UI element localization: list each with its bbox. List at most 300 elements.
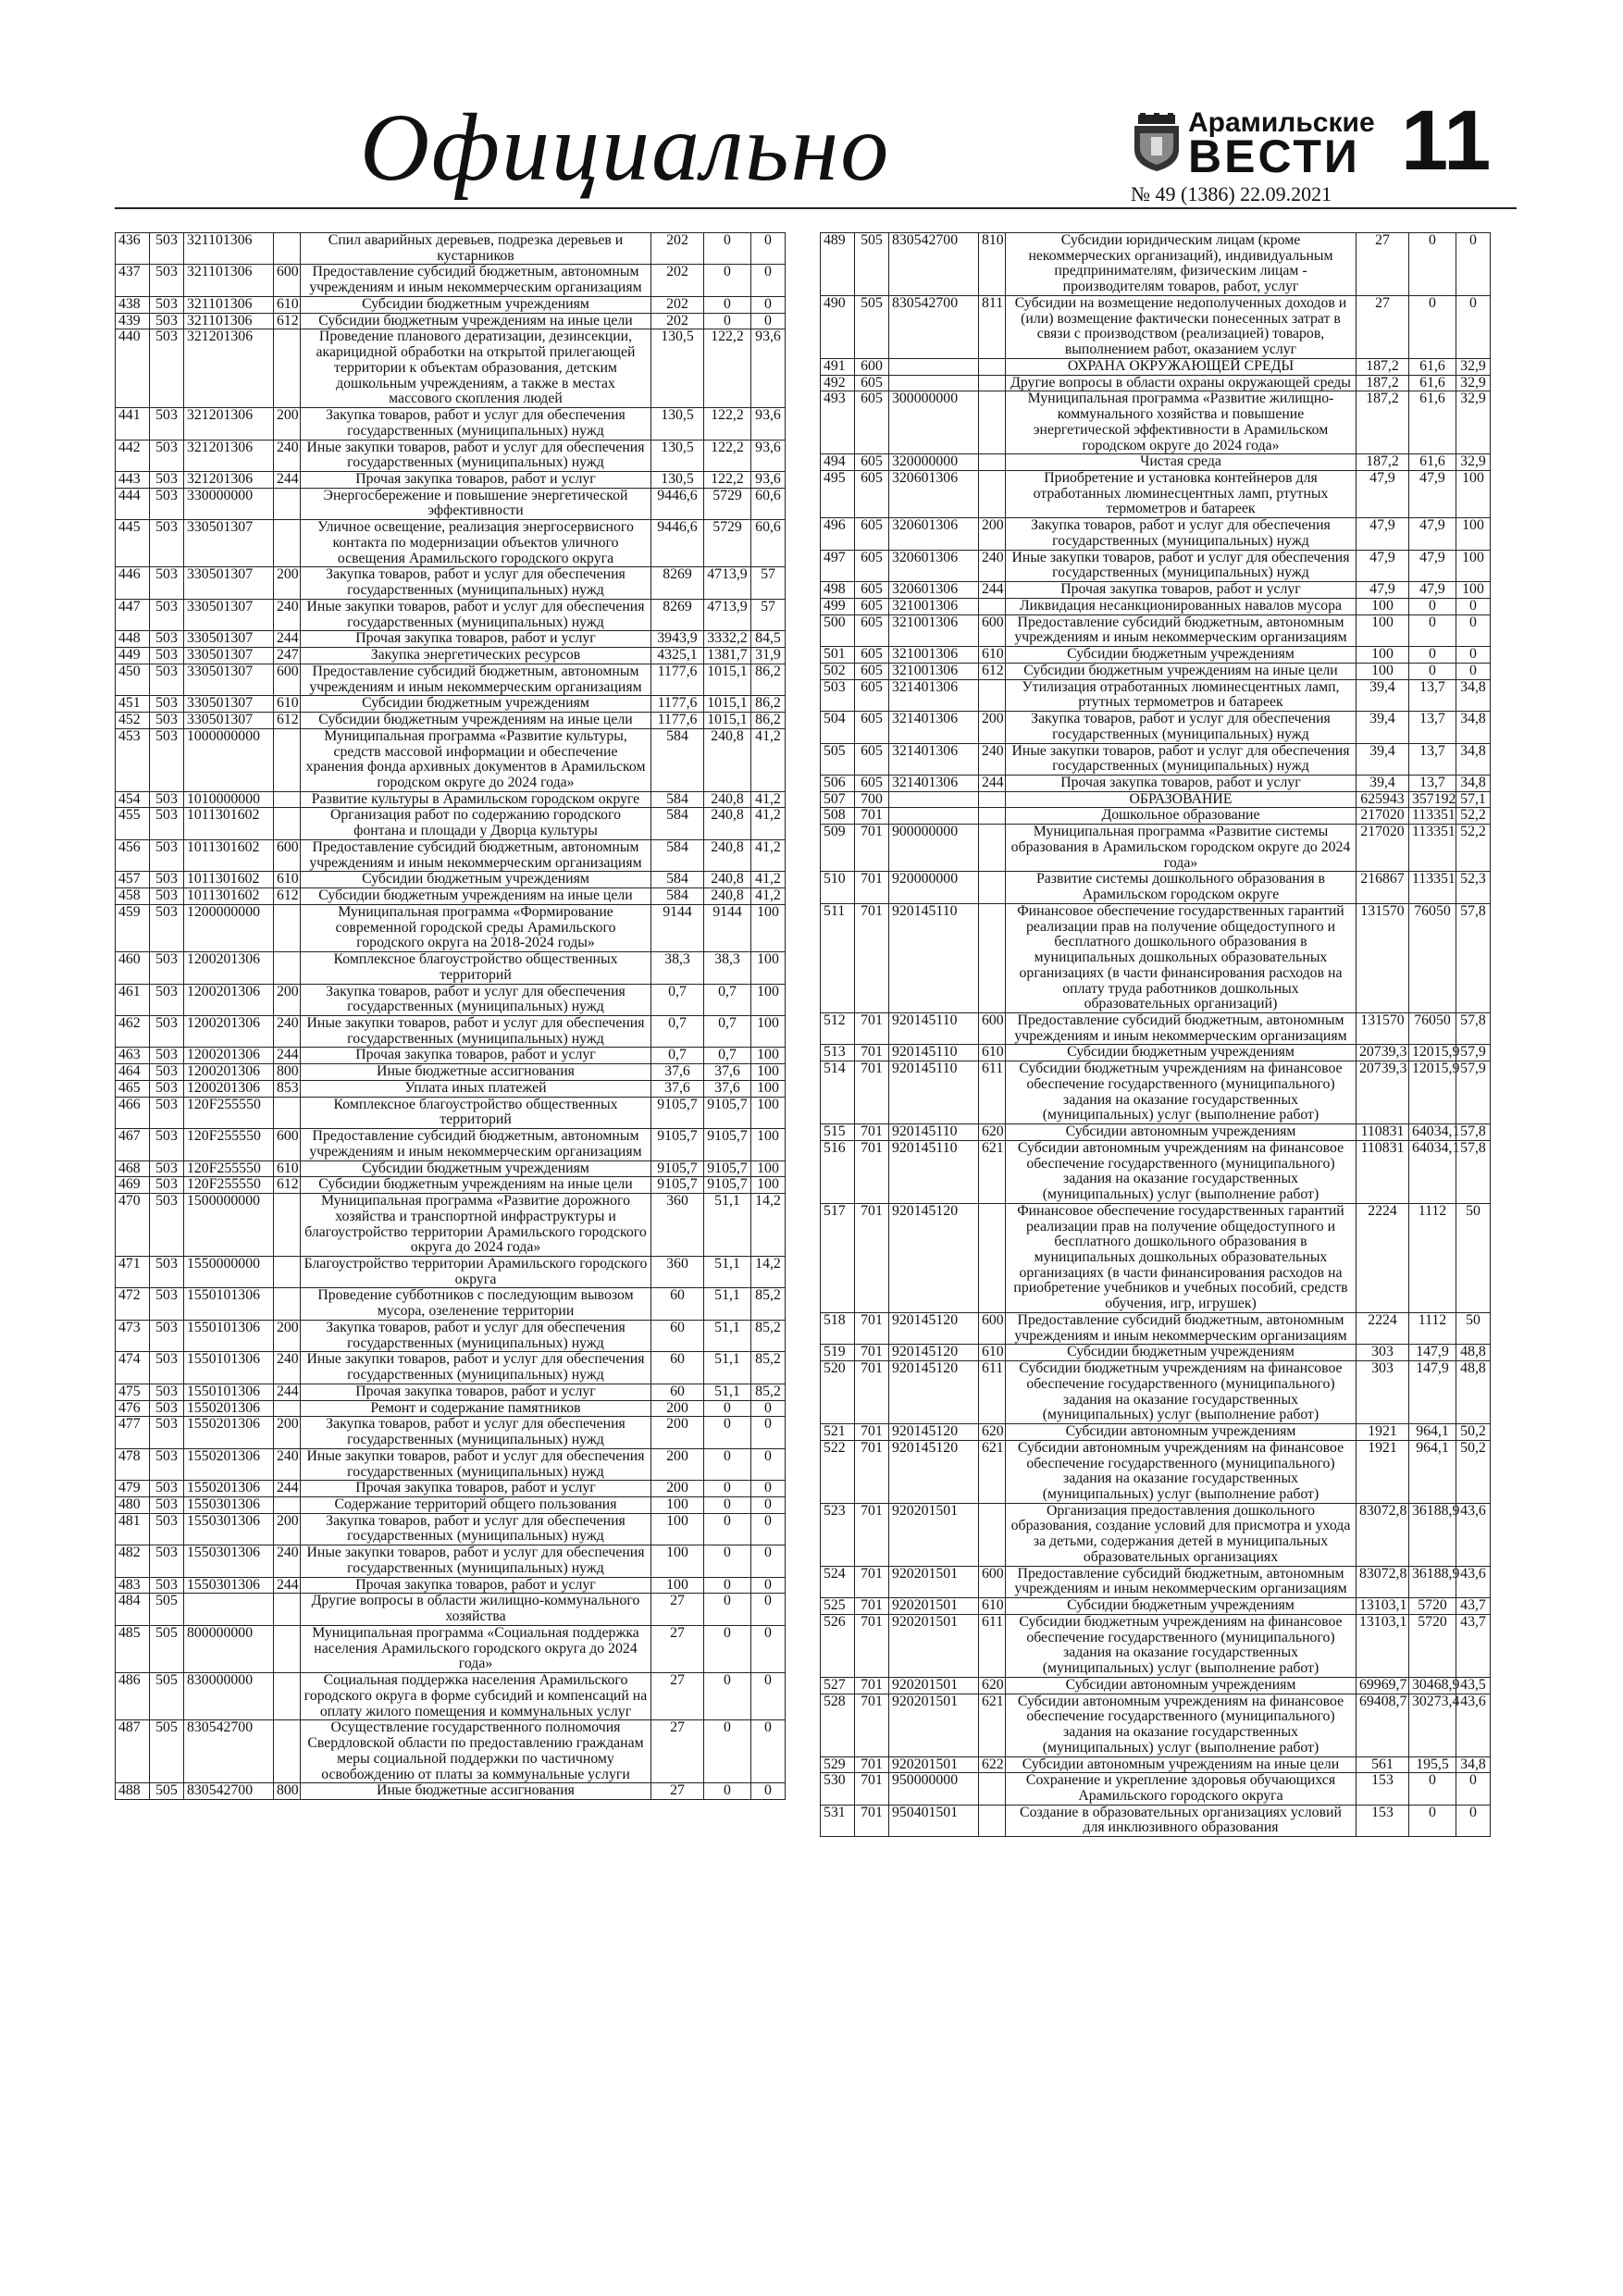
name-cell: Субсидии автономным учреждениям на финансовое обеспечение государственного (муниципального) задания на оказание государственных (муниципальных) услуг (выполнение работ) bbox=[1006, 1140, 1357, 1203]
target-code-cell: 321401306 bbox=[889, 775, 979, 791]
actual-cell: 13,7 bbox=[1409, 775, 1456, 791]
percent-cell: 85,2 bbox=[751, 1288, 786, 1320]
table-row bbox=[116, 1320, 786, 1351]
target-code-cell bbox=[184, 1594, 274, 1625]
expense-type-cell: 600 bbox=[274, 664, 301, 695]
actual-cell: 0 bbox=[1409, 1805, 1456, 1836]
target-code-cell: 1550201306 bbox=[184, 1417, 274, 1448]
expense-type-cell bbox=[274, 1097, 301, 1128]
plan-cell: 47,9 bbox=[1357, 518, 1409, 550]
target-code-cell: 920201501 bbox=[889, 1566, 979, 1597]
plan-cell: 100 bbox=[651, 1513, 704, 1545]
section-code-cell: 701 bbox=[855, 903, 889, 1012]
target-code-cell: 120F255550 bbox=[184, 1177, 274, 1194]
plan-cell: 584 bbox=[651, 888, 704, 905]
actual-cell: 61,6 bbox=[1409, 454, 1456, 471]
section-code-cell: 605 bbox=[855, 582, 889, 599]
percent-cell: 85,2 bbox=[751, 1384, 786, 1400]
plan-cell: 83072,8 bbox=[1357, 1503, 1409, 1566]
section-code-cell: 605 bbox=[855, 471, 889, 518]
percent-cell: 41,2 bbox=[751, 839, 786, 871]
target-code-cell: 330501307 bbox=[184, 567, 274, 599]
actual-cell: 240,8 bbox=[704, 791, 751, 808]
name-cell: Субсидии автономным учреждениям bbox=[1006, 1677, 1357, 1694]
plan-cell: 60 bbox=[651, 1320, 704, 1351]
percent-cell: 50 bbox=[1456, 1312, 1491, 1344]
actual-cell: 5720 bbox=[1409, 1598, 1456, 1615]
actual-cell: 122,2 bbox=[704, 440, 751, 471]
plan-cell: 47,9 bbox=[1357, 550, 1409, 581]
table-row bbox=[116, 472, 786, 489]
target-code-cell: 330501307 bbox=[184, 648, 274, 664]
row-number-cell: 519 bbox=[821, 1345, 855, 1361]
percent-cell: 43,7 bbox=[1456, 1598, 1491, 1615]
percent-cell: 0 bbox=[1456, 1773, 1491, 1805]
name-cell: Ликвидация несанкционированных навалов мусора bbox=[1006, 598, 1357, 614]
name-cell: Закупка товаров, работ и услуг для обеспечения государственных (муниципальных) нужд bbox=[1006, 518, 1357, 550]
table-row bbox=[116, 1545, 786, 1577]
table-row bbox=[821, 808, 1491, 825]
target-code-cell: 900000000 bbox=[889, 825, 979, 872]
target-code-cell: 1011301602 bbox=[184, 872, 274, 888]
percent-cell: 100 bbox=[1456, 518, 1491, 550]
actual-cell: 964,1 bbox=[1409, 1424, 1456, 1441]
name-cell: Предоставление субсидий бюджетным, автономным учреждениям и иным некоммерческим организациям bbox=[1006, 614, 1357, 646]
actual-cell: 51,1 bbox=[704, 1320, 751, 1351]
expense-type-cell bbox=[274, 488, 301, 519]
plan-cell: 27 bbox=[1357, 233, 1409, 296]
section-code-cell: 503 bbox=[150, 488, 184, 519]
row-number-cell: 472 bbox=[116, 1288, 150, 1320]
row-number-cell: 463 bbox=[116, 1048, 150, 1064]
actual-cell: 1112 bbox=[1409, 1203, 1456, 1312]
table-row bbox=[116, 408, 786, 440]
name-cell: Проведение планового дератизации, дезинсекции, акарицидной обработки на открытой прилегающей территории к объектам образования, детским дошкольным учреждениям, а также в местах массового скопления людей bbox=[301, 329, 651, 408]
actual-cell: 113351 bbox=[1409, 872, 1456, 903]
percent-cell: 41,2 bbox=[751, 728, 786, 791]
section-code-cell: 701 bbox=[855, 1614, 889, 1677]
expense-type-cell bbox=[979, 679, 1006, 711]
table-row bbox=[116, 440, 786, 471]
row-number-cell: 439 bbox=[116, 313, 150, 329]
plan-cell: 39,4 bbox=[1357, 775, 1409, 791]
row-number-cell: 503 bbox=[821, 679, 855, 711]
percent-cell: 0 bbox=[751, 233, 786, 265]
row-number-cell: 498 bbox=[821, 582, 855, 599]
expense-type-cell: 200 bbox=[274, 408, 301, 440]
actual-cell: 0 bbox=[1409, 663, 1456, 679]
section-code-cell: 503 bbox=[150, 696, 184, 713]
row-number-cell: 486 bbox=[116, 1673, 150, 1720]
row-number-cell: 517 bbox=[821, 1203, 855, 1312]
actual-cell: 12015,9 bbox=[1409, 1045, 1456, 1061]
percent-cell: 100 bbox=[1456, 550, 1491, 581]
expense-type-cell: 600 bbox=[979, 1012, 1006, 1044]
expense-type-cell bbox=[979, 598, 1006, 614]
row-number-cell: 482 bbox=[116, 1545, 150, 1577]
section-code-cell: 605 bbox=[855, 550, 889, 581]
actual-cell: 1381,7 bbox=[704, 648, 751, 664]
target-code-cell: 321201306 bbox=[184, 329, 274, 408]
row-number-cell: 462 bbox=[116, 1015, 150, 1047]
percent-cell: 41,2 bbox=[751, 872, 786, 888]
expense-type-cell: 800 bbox=[274, 1064, 301, 1081]
percent-cell: 32,9 bbox=[1456, 375, 1491, 391]
expense-type-cell bbox=[979, 391, 1006, 454]
logo-big-text: ВЕСТИ bbox=[1188, 130, 1360, 182]
plan-cell: 110831 bbox=[1357, 1124, 1409, 1141]
row-number-cell: 499 bbox=[821, 598, 855, 614]
target-code-cell: 321101306 bbox=[184, 233, 274, 265]
actual-cell: 61,6 bbox=[1409, 391, 1456, 454]
plan-cell: 9105,7 bbox=[651, 1097, 704, 1128]
percent-cell: 86,2 bbox=[751, 713, 786, 729]
target-code-cell: 1200000000 bbox=[184, 904, 274, 951]
name-cell: Другие вопросы в области жилищно-коммунального хозяйства bbox=[301, 1594, 651, 1625]
table-row bbox=[116, 631, 786, 648]
row-number-cell: 474 bbox=[116, 1352, 150, 1384]
target-code-cell: 321001306 bbox=[889, 663, 979, 679]
target-code-cell: 920145110 bbox=[889, 1124, 979, 1141]
percent-cell: 34,8 bbox=[1456, 775, 1491, 791]
target-code-cell: 1550000000 bbox=[184, 1257, 274, 1288]
expense-type-cell bbox=[979, 872, 1006, 903]
section-code-cell: 503 bbox=[150, 329, 184, 408]
section-code-cell: 605 bbox=[855, 647, 889, 664]
row-number-cell: 501 bbox=[821, 647, 855, 664]
table-row bbox=[821, 582, 1491, 599]
expense-type-cell: 611 bbox=[979, 1614, 1006, 1677]
expense-type-cell bbox=[274, 1594, 301, 1625]
actual-cell: 9144 bbox=[704, 904, 751, 951]
target-code-cell: 1200201306 bbox=[184, 1015, 274, 1047]
actual-cell: 51,1 bbox=[704, 1288, 751, 1320]
row-number-cell: 475 bbox=[116, 1384, 150, 1400]
expense-type-cell bbox=[979, 471, 1006, 518]
target-code-cell: 330501307 bbox=[184, 631, 274, 648]
expense-type-cell: 610 bbox=[274, 696, 301, 713]
percent-cell: 14,2 bbox=[751, 1194, 786, 1257]
table-row bbox=[116, 1352, 786, 1384]
percent-cell: 0 bbox=[1456, 295, 1491, 358]
name-cell: Иные закупки товаров, работ и услуг для обеспечения государственных (муниципальных) нужд bbox=[301, 1352, 651, 1384]
target-code-cell: 950000000 bbox=[889, 1773, 979, 1805]
percent-cell: 0 bbox=[1456, 1805, 1491, 1836]
actual-cell: 0 bbox=[704, 265, 751, 296]
section-code-cell: 503 bbox=[150, 713, 184, 729]
expense-type-cell bbox=[274, 1720, 301, 1783]
percent-cell: 93,6 bbox=[751, 472, 786, 489]
row-number-cell: 484 bbox=[116, 1594, 150, 1625]
table-row bbox=[116, 1129, 786, 1160]
row-number-cell: 437 bbox=[116, 265, 150, 296]
actual-cell: 0 bbox=[704, 1481, 751, 1497]
target-code-cell: 920145110 bbox=[889, 1012, 979, 1044]
row-number-cell: 461 bbox=[116, 984, 150, 1015]
section-code-cell: 701 bbox=[855, 1424, 889, 1441]
actual-cell: 61,6 bbox=[1409, 375, 1456, 391]
section-code-cell: 605 bbox=[855, 712, 889, 743]
plan-cell: 20739,3 bbox=[1357, 1045, 1409, 1061]
actual-cell: 240,8 bbox=[704, 808, 751, 839]
section-code-cell: 701 bbox=[855, 1124, 889, 1141]
percent-cell: 100 bbox=[751, 1129, 786, 1160]
target-code-cell: 920201501 bbox=[889, 1756, 979, 1773]
actual-cell: 240,8 bbox=[704, 872, 751, 888]
target-code-cell: 321201306 bbox=[184, 472, 274, 489]
section-code-cell: 503 bbox=[150, 1320, 184, 1351]
percent-cell: 0 bbox=[751, 1513, 786, 1545]
plan-cell: 60 bbox=[651, 1288, 704, 1320]
table-row bbox=[116, 520, 786, 567]
actual-cell: 1015,1 bbox=[704, 713, 751, 729]
name-cell: Предоставление субсидий бюджетным, автономным учреждениям и иным некоммерческим организациям bbox=[1006, 1312, 1357, 1344]
row-number-cell: 477 bbox=[116, 1417, 150, 1448]
section-code-cell: 503 bbox=[150, 904, 184, 951]
name-cell: Иные закупки товаров, работ и услуг для обеспечения государственных (муниципальных) нужд bbox=[301, 1545, 651, 1577]
name-cell: Прочая закупка товаров, работ и услуг bbox=[1006, 582, 1357, 599]
name-cell: Утилизация отработанных люминесцентных ламп, ртутных термометров и батареек bbox=[1006, 679, 1357, 711]
percent-cell: 41,2 bbox=[751, 808, 786, 839]
table-row bbox=[821, 679, 1491, 711]
section-code-cell: 605 bbox=[855, 375, 889, 391]
plan-cell: 217020 bbox=[1357, 825, 1409, 872]
name-cell: Осуществление государственного полномочия Свердловской области по предоставлению гражданам меры социальной поддержки по частичному освобождению от платы за коммунальные услуги bbox=[301, 1720, 651, 1783]
name-cell: Субсидии автономным учреждениям на финансовое обеспечение государственного (муниципального) задания на оказание государственных (муниципальных) услуг (выполнение работ) bbox=[1006, 1694, 1357, 1756]
percent-cell: 57 bbox=[751, 599, 786, 630]
target-code-cell: 1550301306 bbox=[184, 1497, 274, 1514]
actual-cell: 0,7 bbox=[704, 984, 751, 1015]
expense-type-cell: 200 bbox=[274, 984, 301, 1015]
actual-cell: 0,7 bbox=[704, 1015, 751, 1047]
plan-cell: 131570 bbox=[1357, 1012, 1409, 1044]
row-number-cell: 459 bbox=[116, 904, 150, 951]
target-code-cell: 950401501 bbox=[889, 1805, 979, 1836]
table-row bbox=[821, 391, 1491, 454]
name-cell: Закупка товаров, работ и услуг для обеспечения государственных (муниципальных) нужд bbox=[301, 567, 651, 599]
plan-cell: 3943,9 bbox=[651, 631, 704, 648]
table-row bbox=[821, 1805, 1491, 1836]
table-row bbox=[116, 713, 786, 729]
target-code-cell: 330501307 bbox=[184, 696, 274, 713]
target-code-cell: 120F255550 bbox=[184, 1129, 274, 1160]
percent-cell: 86,2 bbox=[751, 696, 786, 713]
target-code-cell: 321001306 bbox=[889, 647, 979, 664]
section-code-cell: 701 bbox=[855, 1503, 889, 1566]
percent-cell: 0 bbox=[751, 265, 786, 296]
plan-cell: 100 bbox=[1357, 614, 1409, 646]
table-row bbox=[821, 358, 1491, 375]
target-code-cell: 920145110 bbox=[889, 1061, 979, 1124]
section-code-cell: 503 bbox=[150, 1577, 184, 1594]
plan-cell: 8269 bbox=[651, 599, 704, 630]
expense-type-cell: 622 bbox=[979, 1756, 1006, 1773]
expense-type-cell: 244 bbox=[979, 582, 1006, 599]
section-code-cell: 503 bbox=[150, 839, 184, 871]
row-number-cell: 516 bbox=[821, 1140, 855, 1203]
table-row bbox=[116, 1177, 786, 1194]
name-cell: Спил аварийных деревьев, подрезка деревьев и кустарников bbox=[301, 233, 651, 265]
expense-type-cell bbox=[274, 233, 301, 265]
actual-cell: 0 bbox=[1409, 647, 1456, 664]
name-cell: Субсидии бюджетным учреждениям на финансовое обеспечение государственного (муниципального) задания на оказание государственных (муниципальных) услуг (выполнение работ) bbox=[1006, 1061, 1357, 1124]
row-number-cell: 502 bbox=[821, 663, 855, 679]
table-row bbox=[821, 1566, 1491, 1597]
plan-cell: 27 bbox=[651, 1783, 704, 1800]
actual-cell: 13,7 bbox=[1409, 712, 1456, 743]
percent-cell: 100 bbox=[1456, 582, 1491, 599]
table-row bbox=[821, 1061, 1491, 1124]
section-code-cell: 503 bbox=[150, 599, 184, 630]
plan-cell: 27 bbox=[651, 1625, 704, 1672]
plan-cell: 110831 bbox=[1357, 1140, 1409, 1203]
section-code-cell: 505 bbox=[150, 1594, 184, 1625]
expense-type-cell: 610 bbox=[979, 1345, 1006, 1361]
percent-cell: 57,8 bbox=[1456, 1124, 1491, 1141]
percent-cell: 0 bbox=[751, 1400, 786, 1417]
actual-cell: 5729 bbox=[704, 520, 751, 567]
percent-cell: 100 bbox=[751, 984, 786, 1015]
name-cell: Развитие системы дошкольного образования в Арамильском городском округе bbox=[1006, 872, 1357, 903]
expense-type-cell bbox=[274, 791, 301, 808]
plan-cell: 0,7 bbox=[651, 984, 704, 1015]
actual-cell: 1015,1 bbox=[704, 664, 751, 695]
expense-type-cell: 240 bbox=[274, 1015, 301, 1047]
section-code-cell: 605 bbox=[855, 614, 889, 646]
percent-cell: 57,8 bbox=[1456, 1012, 1491, 1044]
actual-cell: 0 bbox=[704, 313, 751, 329]
expense-type-cell: 621 bbox=[979, 1694, 1006, 1756]
expense-type-cell bbox=[979, 1805, 1006, 1836]
actual-cell: 38,3 bbox=[704, 952, 751, 984]
expense-type-cell: 600 bbox=[274, 1129, 301, 1160]
expense-type-cell: 240 bbox=[274, 599, 301, 630]
row-number-cell: 524 bbox=[821, 1566, 855, 1597]
plan-cell: 584 bbox=[651, 808, 704, 839]
percent-cell: 100 bbox=[751, 952, 786, 984]
target-code-cell: 920145120 bbox=[889, 1361, 979, 1424]
table-row bbox=[821, 1598, 1491, 1615]
budget-table-left bbox=[115, 232, 786, 1800]
row-number-cell: 530 bbox=[821, 1773, 855, 1805]
expense-type-cell: 240 bbox=[979, 743, 1006, 775]
table-row bbox=[821, 1012, 1491, 1044]
row-number-cell: 527 bbox=[821, 1677, 855, 1694]
name-cell: Социальная поддержка населения Арамильского городского округа в форме субсидий и компенсаций на оплату жилого помещения и коммунальных услуг bbox=[301, 1673, 651, 1720]
row-number-cell: 510 bbox=[821, 872, 855, 903]
row-number-cell: 455 bbox=[116, 808, 150, 839]
percent-cell: 57,1 bbox=[1456, 791, 1491, 808]
table-row bbox=[116, 1448, 786, 1480]
percent-cell: 0 bbox=[1456, 233, 1491, 296]
actual-cell: 13,7 bbox=[1409, 679, 1456, 711]
row-number-cell: 509 bbox=[821, 825, 855, 872]
expense-type-cell: 853 bbox=[274, 1080, 301, 1097]
name-cell: Предоставление субсидий бюджетным, автономным учреждениям и иным некоммерческим организациям bbox=[301, 664, 651, 695]
plan-cell: 100 bbox=[651, 1497, 704, 1514]
table-row bbox=[116, 1288, 786, 1320]
page-number: 11 bbox=[1401, 93, 1492, 188]
section-code-cell: 605 bbox=[855, 598, 889, 614]
section-code-cell: 701 bbox=[855, 1061, 889, 1124]
section-code-cell: 503 bbox=[150, 233, 184, 265]
table-row bbox=[821, 550, 1491, 581]
actual-cell: 0 bbox=[704, 1577, 751, 1594]
actual-cell: 240,8 bbox=[704, 888, 751, 905]
section-code-cell: 605 bbox=[855, 743, 889, 775]
percent-cell: 34,8 bbox=[1456, 712, 1491, 743]
actual-cell: 357192 bbox=[1409, 791, 1456, 808]
percent-cell: 52,2 bbox=[1456, 808, 1491, 825]
target-code-cell bbox=[889, 808, 979, 825]
percent-cell: 100 bbox=[751, 1160, 786, 1177]
section-code-cell: 503 bbox=[150, 1129, 184, 1160]
expense-type-cell: 200 bbox=[274, 1513, 301, 1545]
percent-cell: 100 bbox=[751, 1015, 786, 1047]
actual-cell: 30468,9 bbox=[1409, 1677, 1456, 1694]
plan-cell: 187,2 bbox=[1357, 454, 1409, 471]
row-number-cell: 468 bbox=[116, 1160, 150, 1177]
expense-type-cell bbox=[274, 1194, 301, 1257]
actual-cell: 0 bbox=[1409, 295, 1456, 358]
row-number-cell: 450 bbox=[116, 664, 150, 695]
row-number-cell: 528 bbox=[821, 1694, 855, 1756]
table-row bbox=[116, 1577, 786, 1594]
target-code-cell: 920201501 bbox=[889, 1677, 979, 1694]
table-row bbox=[821, 1312, 1491, 1344]
target-code-cell bbox=[889, 375, 979, 391]
name-cell: Проведение субботников с последующим вывозом мусора, озеленение территории bbox=[301, 1288, 651, 1320]
row-number-cell: 473 bbox=[116, 1320, 150, 1351]
section-code-cell: 505 bbox=[150, 1720, 184, 1783]
percent-cell: 34,8 bbox=[1456, 1756, 1491, 1773]
section-code-cell: 503 bbox=[150, 567, 184, 599]
section-code-cell: 503 bbox=[150, 296, 184, 313]
actual-cell: 4713,9 bbox=[704, 599, 751, 630]
logo-small-text: Арамильские bbox=[1188, 107, 1375, 138]
expense-type-cell: 240 bbox=[274, 1545, 301, 1577]
name-cell: Субсидии бюджетным учреждениям bbox=[301, 296, 651, 313]
table-row bbox=[821, 1773, 1491, 1805]
row-number-cell: 515 bbox=[821, 1124, 855, 1141]
percent-cell: 85,2 bbox=[751, 1352, 786, 1384]
target-code-cell: 830542700 bbox=[889, 295, 979, 358]
table-row bbox=[821, 791, 1491, 808]
name-cell: Иные закупки товаров, работ и услуг для обеспечения государственных (муниципальных) нужд bbox=[301, 599, 651, 630]
expense-type-cell bbox=[979, 791, 1006, 808]
plan-cell: 216867 bbox=[1357, 872, 1409, 903]
section-code-cell: 503 bbox=[150, 1497, 184, 1514]
name-cell: Прочая закупка товаров, работ и услуг bbox=[301, 1577, 651, 1594]
expense-type-cell: 612 bbox=[274, 713, 301, 729]
table-row bbox=[821, 598, 1491, 614]
section-code-cell: 701 bbox=[855, 1756, 889, 1773]
section-code-cell: 701 bbox=[855, 1566, 889, 1597]
actual-cell: 0 bbox=[704, 1783, 751, 1800]
target-code-cell: 1011301602 bbox=[184, 839, 274, 871]
actual-cell: 3332,2 bbox=[704, 631, 751, 648]
row-number-cell: 496 bbox=[821, 518, 855, 550]
plan-cell: 187,2 bbox=[1357, 391, 1409, 454]
table-row bbox=[116, 233, 786, 265]
table-row bbox=[821, 825, 1491, 872]
expense-type-cell: 244 bbox=[274, 1048, 301, 1064]
name-cell: Ремонт и содержание памятников bbox=[301, 1400, 651, 1417]
target-code-cell: 1200201306 bbox=[184, 1080, 274, 1097]
plan-cell: 187,2 bbox=[1357, 375, 1409, 391]
target-code-cell: 1000000000 bbox=[184, 728, 274, 791]
table-row bbox=[116, 1417, 786, 1448]
